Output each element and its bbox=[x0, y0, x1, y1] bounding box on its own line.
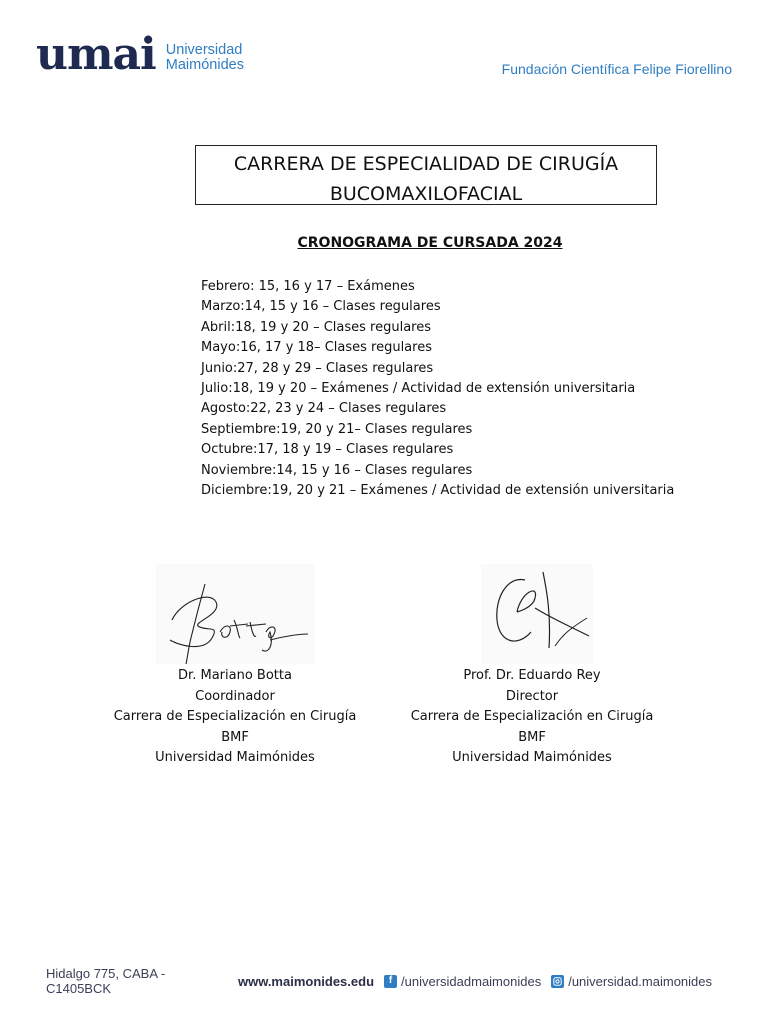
instagram-icon bbox=[551, 975, 564, 988]
page-footer bbox=[46, 966, 722, 996]
signer-institution: Universidad Maimónides bbox=[452, 750, 612, 765]
logo-university-name bbox=[166, 43, 244, 73]
facebook-icon: f bbox=[384, 975, 397, 988]
logo-university-line2: Maimónides bbox=[165, 57, 244, 73]
schedule-item: Agosto:22, 23 y 24 – Clases regulares bbox=[201, 401, 447, 417]
footer-facebook-link[interactable] bbox=[384, 974, 541, 989]
signer-program: Carrera de Especialización en Cirugía bbox=[410, 709, 654, 724]
schedule-item: Julio:18, 19 y 20 – Exámenes / Actividad de extensión universitaria bbox=[201, 381, 636, 397]
schedule-item: Mayo:16, 17 y 18– Clases regulares bbox=[201, 340, 432, 356]
title-line-2: BUCOMAXILOFACIAL bbox=[329, 183, 523, 205]
signer-program-abbrev: BMF bbox=[221, 729, 249, 745]
signature-block-director bbox=[382, 562, 682, 769]
handwritten-signature-botta bbox=[150, 562, 320, 666]
schedule-item: Octubre:17, 18 y 19 – Clases regulares bbox=[201, 442, 454, 458]
facebook-handle: /universidadmaimonides bbox=[401, 973, 542, 989]
university-logo bbox=[36, 29, 244, 80]
signer-role: Coordinador bbox=[195, 688, 275, 704]
footer-address: Hidalgo 775, CABA - C1405BCK bbox=[46, 966, 166, 996]
title-line-1: CARRERA DE ESPECIALIDAD DE CIRUGÍA bbox=[233, 153, 619, 175]
schedule-item: Septiembre:19, 20 y 21– Clases regulares bbox=[201, 421, 473, 437]
schedule-item: Abril:18, 19 y 20 – Clases regulares bbox=[201, 319, 431, 335]
footer-website-link[interactable]: www.maimonides.edu bbox=[237, 973, 375, 989]
schedule-item: Febrero: 15, 16 y 17 – Exámenes bbox=[201, 279, 415, 294]
signer-program: Carrera de Especialización en Cirugía bbox=[113, 709, 357, 724]
signer-role: Director bbox=[505, 688, 559, 704]
handwritten-signature-rey bbox=[447, 562, 617, 666]
signer-name: Dr. Mariano Botta bbox=[178, 668, 292, 683]
footer-instagram-link[interactable] bbox=[551, 974, 712, 989]
logo-university-line1: Universidad bbox=[165, 42, 243, 58]
schedule-item: Noviembre:14, 15 y 16 – Clases regulares bbox=[201, 462, 473, 478]
schedule-item: Marzo:14, 15 y 16 – Clases regulares bbox=[201, 299, 441, 315]
page-subtitle: CRONOGRAMA DE CURSADA 2024 bbox=[297, 235, 563, 251]
signer-name: Prof. Dr. Eduardo Rey bbox=[463, 668, 601, 683]
schedule-item: Diciembre:19, 20 y 21 – Exámenes / Actividad de extensión universitaria bbox=[201, 483, 675, 499]
signature-block-coordinator bbox=[85, 562, 385, 769]
schedule-item: Junio:27, 28 y 29 – Clases regulares bbox=[201, 360, 434, 376]
title-box bbox=[195, 145, 657, 205]
foundation-name: Fundación Científica Felipe Fiorellino bbox=[501, 61, 732, 77]
instagram-handle: /universidad.maimonides bbox=[568, 973, 712, 989]
signer-institution: Universidad Maimónides bbox=[155, 750, 315, 765]
logo-wordmark: umai bbox=[36, 29, 156, 80]
signer-program-abbrev: BMF bbox=[518, 729, 546, 745]
schedule-list bbox=[201, 277, 674, 501]
